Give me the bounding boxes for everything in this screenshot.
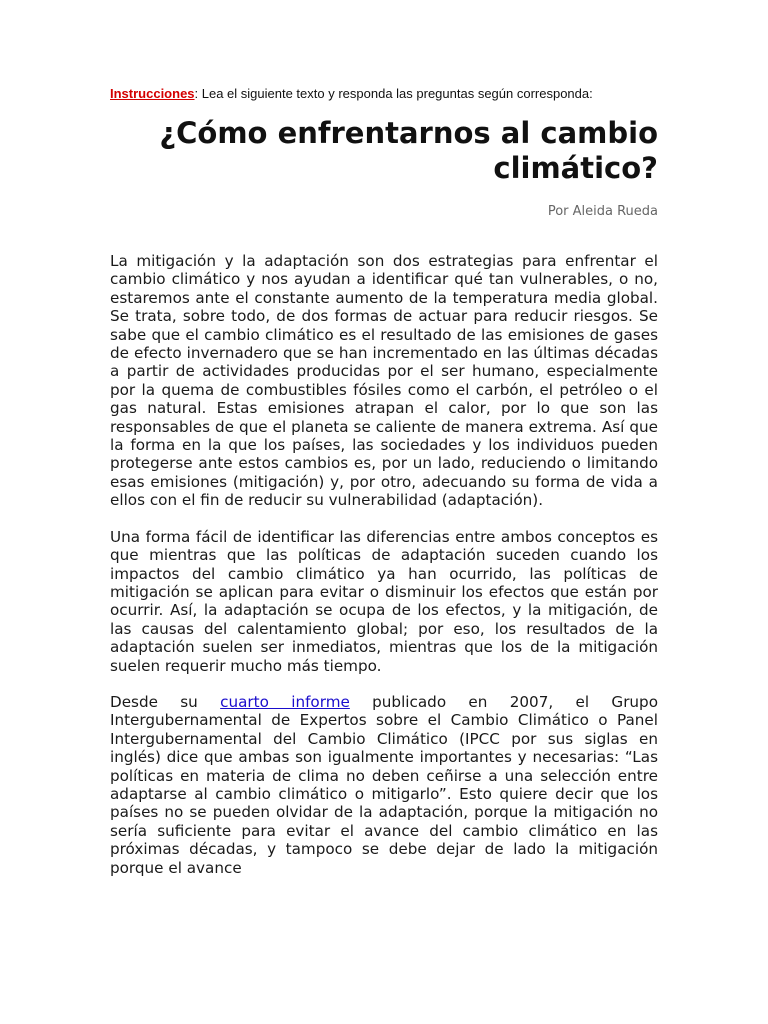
cuarto-informe-link[interactable]: cuarto informe — [220, 692, 350, 711]
article-body — [110, 252, 658, 895]
article-title — [110, 116, 658, 186]
paragraph-3-start: Desde su — [110, 692, 221, 711]
instructions-text: : Lea el siguiente texto y responda las preguntas según corresponda: — [194, 86, 593, 101]
article-byline: Por Aleida Rueda — [547, 204, 658, 219]
instructions-label: Instrucciones — [110, 86, 195, 101]
article-title-line-1: ¿Cómo enfrentarnos al cambio — [159, 116, 658, 150]
paragraph-3 — [110, 693, 658, 877]
instructions-line — [110, 86, 658, 101]
paragraph-1: La mitigación y la adaptación son dos estrategias para enfrentar el cambio climático y nos ayudan a identificar qué tan vulnerables, o no, estaremos ante el constante aumento de la temperatura media global. Se trata, sobre todo, de dos formas de actuar para reducir riesgos. Se sabe que el cambio climático es el resultado de las emisiones de gases de efecto invernadero que se han incrementado en las últimas décadas a partir de actividades producidas por el ser humano, especialmente por la quema de combustibles fósiles como el carbón, el petróleo o el gas natural. Estas emisiones atrapan el calor, por lo que son las responsables de que el planeta se caliente de manera extrema. Así que la forma en la que los países, las sociedades y los individuos pueden protegerse ante estos cambios es, por un lado, reduciendo o limitando esas emisiones (mitigación) y, por otro, adecuando su forma de vida a ellos con el fin de reducir su vulnerabilidad (adaptación). — [110, 252, 658, 510]
paragraph-3-rest: publicado en 2007, el Grupo Intergubernamental de Expertos sobre el Cambio Climático o Panel Intergubernamental del Cambio Climático (IPCC por sus siglas en inglés) dice que ambas son igualmente importantes y necesarias: “Las políticas en materia de clima no deben ceñirse a una selección entre adaptarse al cambio climático o mitigarlo”. Esto quiere decir que los países no se pueden olvidar de la adaptación, porque la mitigación no sería suficiente para evitar el avance del cambio climático en las próximas décadas, y tampoco se debe dejar de lado la mitigación porque el avance — [110, 692, 658, 877]
paragraph-2: Una forma fácil de identificar las diferencias entre ambos conceptos es que mientras que las políticas de adaptación suceden cuando los impactos del cambio climático ya han ocurrido, las políticas de mitigación se aplican para evitar o disminuir los efectos que están por ocurrir. Así, la adaptación se ocupa de los efectos, y la mitigación, de las causas del calentamiento global; por eso, los resultados de la adaptación suelen ser inmediatos, mientras que los de la mitigación suelen requerir mucho más tiempo. — [110, 527, 658, 675]
article-title-line-2: climático? — [493, 151, 658, 185]
